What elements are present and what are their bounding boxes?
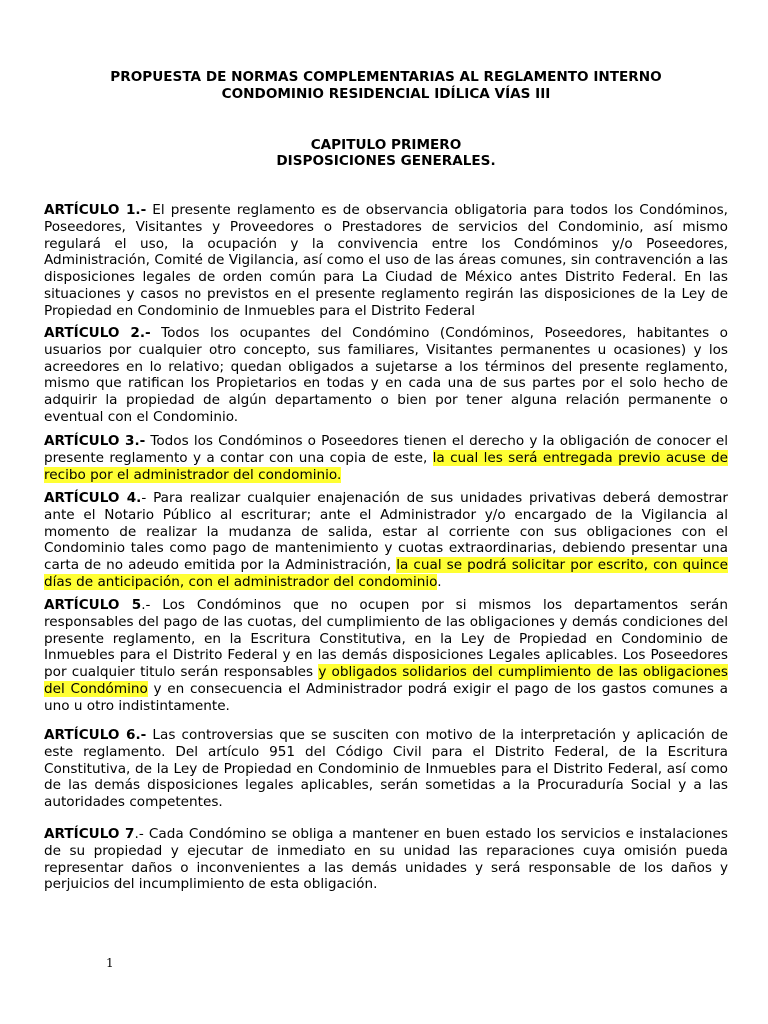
article-1-text: El presente reglamento es de observancia obligatoria para todos los Condóminos, Poseedores, Visitantes y Proveedores o Prestadores de servicios del Condominio, así mismo regulará el uso, la ocupación y la convivencia entre los Condóminos y/o Poseedores, Administración, Comité de Vigilancia, así como el uso de las áreas comunes, sin contravención a las disposiciones legales de orden común para La Ciudad de México antes Distrito Federal. En las situaciones y casos no previstos en el presente reglamento regirán las disposiciones de la Ley de Propiedad en Condominio de Inmuebles para el Distrito Federal [44,202,729,319]
article-6 [44,727,728,811]
chapter-title: CAPITULO PRIMERO [310,137,462,153]
article-5 [44,597,728,715]
page-number: 1 [106,956,114,970]
article-4-highlight: la cual se podrá solicitar por escrito, con quince días de anticipación, con el administrador del condominio [44,557,728,590]
article-7-text: .- Cada Condómino se obliga a mantener en buen estado los servicios e instalaciones de su propiedad y ejecutar de inmediato en su unidad las reparaciones cuya omisión pueda representar daños o inconvenientes a las demás unidades y será responsable de los daños y perjuicios del incumplimiento de esta obligación. [44,826,728,893]
document-title-line-2: CONDOMINIO RESIDENCIAL IDÍLICA VÍAS III [221,86,551,102]
article-3-text: Todos los Condóminos o Poseedores tienen el derecho y la obligación de conocer el presente reglamento y a contar con una copia de este, [44,433,728,466]
article-1 [44,202,728,320]
article-7 [44,826,728,893]
article-5-label: ARTÍCULO 5 [44,597,142,613]
article-5-after: y en consecuencia el Administrador podrá exigir el pago de los gastos comunes a uno u otro indistintamente. [44,680,728,714]
article-3-label: ARTÍCULO 3.- [44,433,146,449]
article-5-highlight: y obligados solidarios del cumplimiento de las obligaciones del Condómino [44,664,728,697]
chapter-subtitle: DISPOSICIONES GENERALES. [276,153,496,169]
article-6-text: Las controversias que se susciten con motivo de la interpretación y aplicación de este reglamento. Del artículo 951 del Código Civil para el Distrito Federal, de la Escritura Constitutiva, de la Ley de Propiedad en Condominio de Inmuebles para el Distrito Federal, así como de las demás disposiciones legales aplicables, serán sometidas a la Procuraduría Social y a las autoridades competentes. [44,727,728,811]
article-6-label: ARTÍCULO 6.- [44,727,147,743]
article-4-text: - Para realizar cualquier enajenación de sus unidades privativas deberá demostrar ante el Notario Público al escriturar; ante el Administrador y/o encargado de la Vigilancia al momento de realizar la mudanza de salida, estar al corriente con sus obligaciones con el Condominio tales como pago de mantenimiento y cuotas extraordinarias, debiendo presentar una carta de no adeudo emitida por la Administración, [44,490,728,574]
article-2-text: Todos los ocupantes del Condómino (Condóminos, Poseedores, habitantes o usuarios por cualquier otro concepto, sus familiares, Visitantes permanentes u ocasiones) y los acreedores en lo relativo; quedan obligados a sujetarse a los términos del presente reglamento, mismo que ratifican los Propietarios en todas y en cada una de sus partes por el solo hecho de adquirir la propiedad de algún departamento o bien por tener alguna relación permanente o eventual con el Condominio. [44,325,728,425]
article-4-label: ARTÍCULO 4. [44,490,142,506]
article-1-label: ARTÍCULO 1.- [44,202,147,218]
article-2 [44,325,728,426]
article-4 [44,490,728,591]
document-title-line-1: PROPUESTA DE NORMAS COMPLEMENTARIAS AL REGLAMENTO INTERNO [110,69,662,85]
article-2-label: ARTÍCULO 2.- [44,325,151,341]
article-4-after: . [437,573,442,590]
article-7-label: ARTÍCULO 7 [44,826,135,842]
article-5-text: .- Los Condóminos que no ocupen por si mismos los departamentos serán responsables del pago de las cuotas, del cumplimiento de las obligaciones y demás condiciones del presente reglamento, en la Escritura Constitutiva, en la Ley de Propiedad en Condominio de Inmuebles para el Distrito Federal y en las demás disposiciones Legales aplicables. Los Poseedores por cualquier titulo serán responsables [44,597,728,681]
article-3 [44,433,728,483]
article-3-highlight: la cual les será entregada previo acuse de recibo por el administrador del condominio. [44,449,729,483]
